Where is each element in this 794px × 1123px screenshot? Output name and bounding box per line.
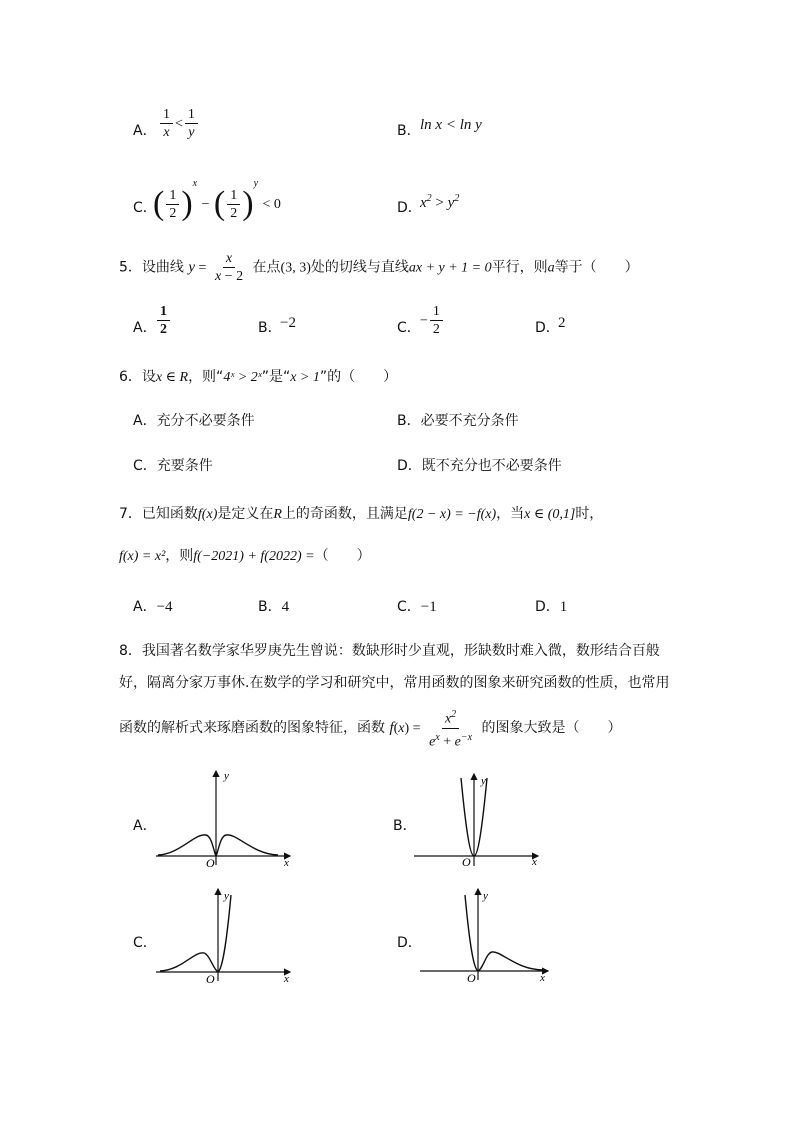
q5-option-c-value: − $\frac{1}{2}$: [420, 303, 445, 338]
x-label: x: [540, 972, 545, 984]
x-label: x: [284, 973, 289, 985]
y-label: y: [224, 770, 229, 782]
y-label: y: [224, 890, 229, 902]
curve: [160, 895, 231, 972]
q7-option-c: C．−1: [397, 599, 437, 615]
q8-stem-line1: 8．我国著名数学家华罗庚先生曾说：数缺形时少直观，形缺数时难入微，数形结合百般: [119, 643, 660, 659]
q8-stem-line2: 好，隔离分家万事休.在数学的学习和研究中，常用函数的图象来研究函数的性质，也常用: [119, 675, 670, 691]
q8-option-d-label: D．: [397, 935, 422, 951]
q6-option-c: C．充要条件: [133, 458, 213, 474]
q4-option-c-label: C．: [133, 200, 157, 216]
origin-label: O: [462, 855, 471, 869]
q7-option-d: D．1: [535, 599, 568, 615]
q4-option-a-label: A．: [133, 123, 157, 139]
q6-option-d: D．既不充分也不必要条件: [397, 458, 562, 474]
q5-option-c-label: C．: [397, 320, 421, 336]
origin-label: O: [206, 856, 215, 870]
q5-stem: 5．设曲线 y = $\frac{x}{x - 2}$ 在点(3, 3)处的切线与直线ax + y + 1 = 0平行，则a等于（ ）: [119, 251, 639, 284]
q7-option-b: B．4: [258, 599, 290, 615]
y-label: y: [481, 775, 486, 787]
minus-sign: −: [201, 197, 210, 212]
q6-option-a: A．充分不必要条件: [133, 413, 255, 429]
q5-option-a-label: A．: [133, 320, 157, 336]
q4-option-b-formula: ln x < ln y: [420, 117, 482, 133]
less-than-zero: < 0: [262, 197, 281, 212]
x-label: x: [532, 856, 537, 868]
curve: [465, 895, 544, 971]
q7-stem-line2: f(x) = x²，则f(−2021) + f(2022) =（ ）: [119, 548, 371, 564]
q4-option-d-formula: $x^2 > y^2$: [420, 193, 460, 211]
q8-graph-a: [150, 765, 300, 870]
q5-option-d-label: D．: [535, 320, 560, 336]
q5-option-a-value: $\frac{1}{2}$: [155, 303, 172, 338]
q7-option-a: A．−4: [133, 599, 173, 615]
q4-option-d-label: D．: [397, 200, 422, 216]
q8-graph-c: [150, 885, 300, 990]
q8-graph-b: [410, 770, 545, 870]
q4-option-c-formula: ( $\frac{1}{2}$ )$^x$ − ( $\frac{1}{2}$ )$^y$ < 0: [153, 178, 281, 222]
q4-option-b-label: B．: [397, 123, 421, 139]
origin-label: O: [467, 971, 476, 985]
q5-option-b-value: −2: [280, 315, 296, 331]
q8-graph-d: [416, 885, 556, 990]
q6-option-b: B．必要不充分条件: [397, 413, 519, 429]
y-label: y: [483, 890, 488, 902]
q8-option-c-label: C．: [133, 935, 157, 951]
origin-label: O: [206, 972, 215, 986]
q4-option-a-formula: $\frac{1}{x}$ < $\frac{1}{y}$: [158, 106, 200, 141]
q8-stem-line3: 函数的解析式来琢磨函数的图象特征，函数 f(x) = $\frac{x^2}{e^x + e^{-x}}$ 的图象大致是（ ）: [119, 706, 622, 750]
x-label: x: [284, 857, 289, 869]
q5-option-b-label: B．: [258, 320, 282, 336]
q7-stem-line1: 7．已知函数f(x)是定义在R上的奇函数，且满足f(2 − x) = −f(x)，当x ∈ (0,1]时，: [119, 506, 604, 522]
q8-option-a-label: A．: [133, 818, 157, 834]
q8-option-b-label: B．: [393, 818, 417, 834]
curve: [158, 835, 278, 856]
q6-stem: 6．设x ∈ R，则“4ˣ > 2ˣ”是“x > 1”的（ ）: [119, 369, 398, 385]
q5-option-d-value: 2: [558, 315, 566, 331]
